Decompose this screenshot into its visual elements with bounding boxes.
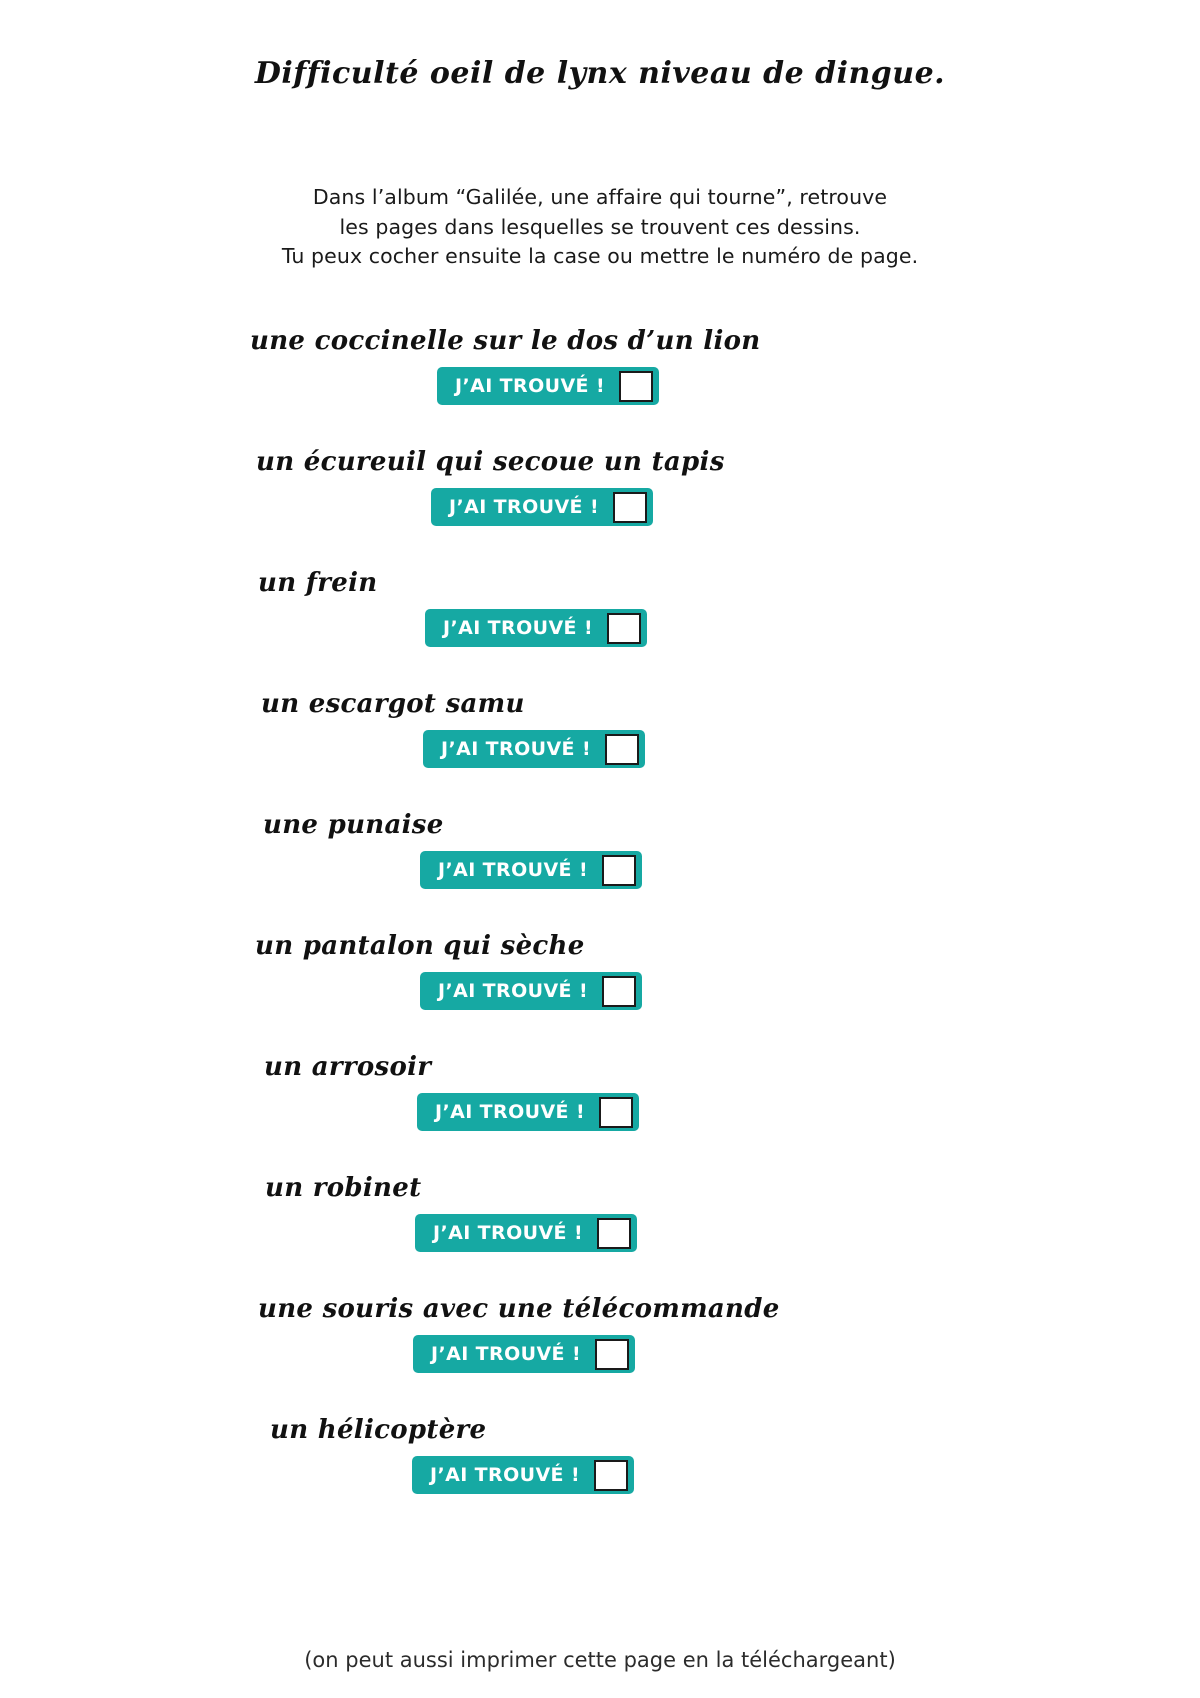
item-label: une coccinelle sur le dos d’un lion (250, 326, 761, 357)
list-item (0, 810, 1200, 931)
found-checkbox[interactable] (597, 1218, 631, 1249)
list-item (0, 1294, 1200, 1415)
list-item (0, 689, 1200, 810)
item-label: un hélicoptère (270, 1415, 487, 1446)
found-label: J’AI TROUVÉ ! (430, 1464, 581, 1487)
item-label: une punaise (263, 810, 444, 841)
found-label: J’AI TROUVÉ ! (431, 1343, 582, 1366)
found-label: J’AI TROUVÉ ! (455, 375, 606, 398)
item-label: une souris avec une télécommande (258, 1294, 780, 1325)
intro-line-3: Tu peux cocher ensuite la case ou mettre le numéro de page. (281, 244, 919, 269)
found-row[interactable] (437, 367, 659, 405)
found-row[interactable] (413, 1335, 635, 1373)
item-label: un écureuil qui secoue un tapis (256, 447, 725, 478)
list-item (0, 931, 1200, 1052)
found-label: J’AI TROUVÉ ! (443, 617, 594, 640)
found-row[interactable] (420, 851, 642, 889)
checklist (0, 272, 1200, 1536)
found-label: J’AI TROUVÉ ! (433, 1222, 584, 1245)
intro-text (0, 91, 1200, 272)
found-checkbox[interactable] (607, 613, 641, 644)
found-label: J’AI TROUVÉ ! (449, 496, 600, 519)
found-row[interactable] (417, 1093, 639, 1131)
list-item (0, 1415, 1200, 1536)
found-checkbox[interactable] (602, 976, 636, 1007)
footer-note: (on peut aussi imprimer cette page en la téléchargeant) (304, 1648, 896, 1672)
intro-line-1: Dans l’album “Galilée, une affaire qui tourne”, retrouve (312, 185, 888, 209)
item-label: un frein (258, 568, 378, 599)
list-item (0, 1173, 1200, 1294)
item-label: un pantalon qui sèche (255, 931, 585, 962)
found-label: J’AI TROUVÉ ! (438, 980, 589, 1003)
found-checkbox[interactable] (605, 734, 639, 765)
found-row[interactable] (420, 972, 642, 1010)
found-checkbox[interactable] (595, 1339, 629, 1370)
found-label: J’AI TROUVÉ ! (441, 738, 592, 761)
found-checkbox[interactable] (594, 1460, 628, 1491)
found-row[interactable] (423, 730, 645, 768)
found-row[interactable] (431, 488, 653, 526)
item-label: un arrosoir (264, 1052, 432, 1083)
found-checkbox[interactable] (619, 371, 653, 402)
intro-line-2: les pages dans lesquelles se trouvent ces dessins. (339, 214, 861, 239)
found-row[interactable] (412, 1456, 634, 1494)
item-label: un escargot samu (261, 689, 525, 720)
found-checkbox[interactable] (613, 492, 647, 523)
found-checkbox[interactable] (602, 855, 636, 886)
list-item (0, 447, 1200, 568)
found-checkbox[interactable] (599, 1097, 633, 1128)
found-row[interactable] (425, 609, 647, 647)
found-label: J’AI TROUVÉ ! (438, 859, 589, 882)
found-label: J’AI TROUVÉ ! (435, 1101, 586, 1124)
list-item (0, 326, 1200, 447)
list-item (0, 568, 1200, 689)
found-row[interactable] (415, 1214, 637, 1252)
item-label: un robinet (265, 1173, 422, 1204)
page-title: Difficulté oeil de lynx niveau de dingue. (254, 56, 946, 91)
list-item (0, 1052, 1200, 1173)
